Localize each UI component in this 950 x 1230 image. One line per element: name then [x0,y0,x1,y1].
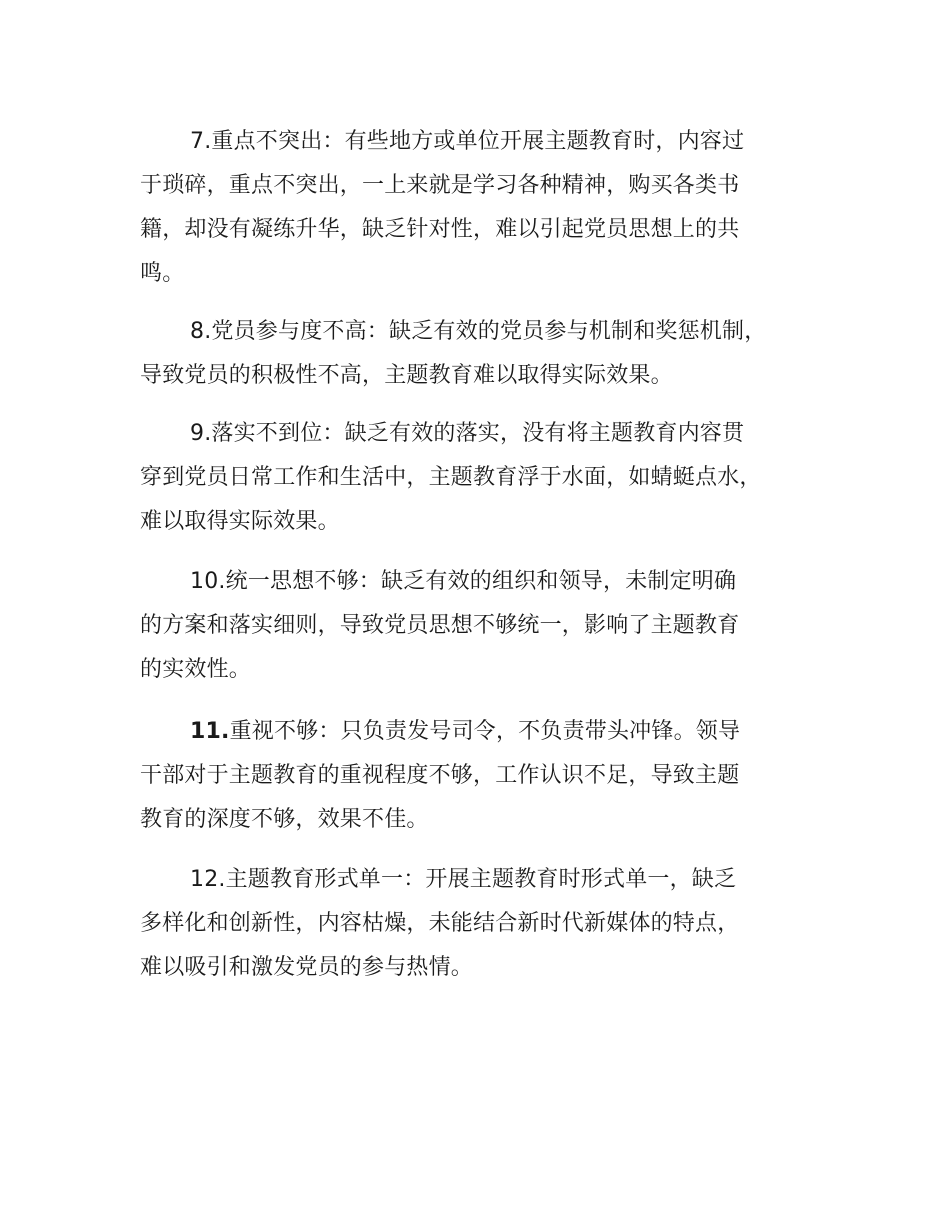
paragraph-line-text: 重视不够：只负责发号司令，不负责带头冲锋。领导 [229,719,741,744]
paragraph-line: 导致党员的积极性不高，主题教育难以取得实际效果。 [140,363,673,388]
paragraph-line: 于琐碎，重点不突出，一上来就是学习各种精神，购买各类书 [140,173,740,198]
paragraph-line: 教育的深度不够，效果不佳。 [140,807,429,832]
paragraph-line: 多样化和创新性，内容枯燥，未能结合新时代新媒体的特点， [140,911,740,936]
paragraph-line: 的实效性。 [140,657,252,682]
paragraph-line: 难以吸引和激发党员的参与热情。 [140,955,474,980]
paragraph-line: 干部对于主题教育的重视程度不够，工作认识不足，导致主题 [140,763,740,788]
paragraph-line: 9.落实不到位：缺乏有效的落实，没有将主题教育内容贯 [190,421,745,446]
paragraph-line: 8.党员参与度不高：缺乏有效的党员参与机制和奖惩机制， [190,319,767,344]
paragraph-7 [140,120,840,296]
paragraph-8 [140,310,840,398]
paragraph-line: 10.统一思想不够：缺乏有效的组织和领导，未制定明确 [190,569,737,594]
paragraph-line: 难以取得实际效果。 [140,509,340,534]
paragraph-line: 的方案和落实细则，导致党员思想不够统一，影响了主题教育 [140,613,740,638]
paragraph-number: 11. [190,719,230,744]
paragraph-9 [140,412,840,544]
paragraph-line: 12.主题教育形式单一：开展主题教育时形式单一，缺乏 [190,867,737,892]
paragraph-12 [140,858,840,990]
paragraph-line: 鸣。 [140,261,185,286]
paragraph-line: 穿到党员日常工作和生活中，主题教育浮于水面，如蜻蜓点水， [140,465,762,490]
paragraph-10 [140,560,840,692]
paragraph-line: 7.重点不突出：有些地方或单位开展主题教育时，内容过 [190,129,745,154]
paragraph-line: 籍，却没有凝练升华，缺乏针对性，难以引起党员思想上的共 [140,217,740,242]
paragraph-11 [140,710,840,842]
paragraph-first-line [140,710,840,754]
